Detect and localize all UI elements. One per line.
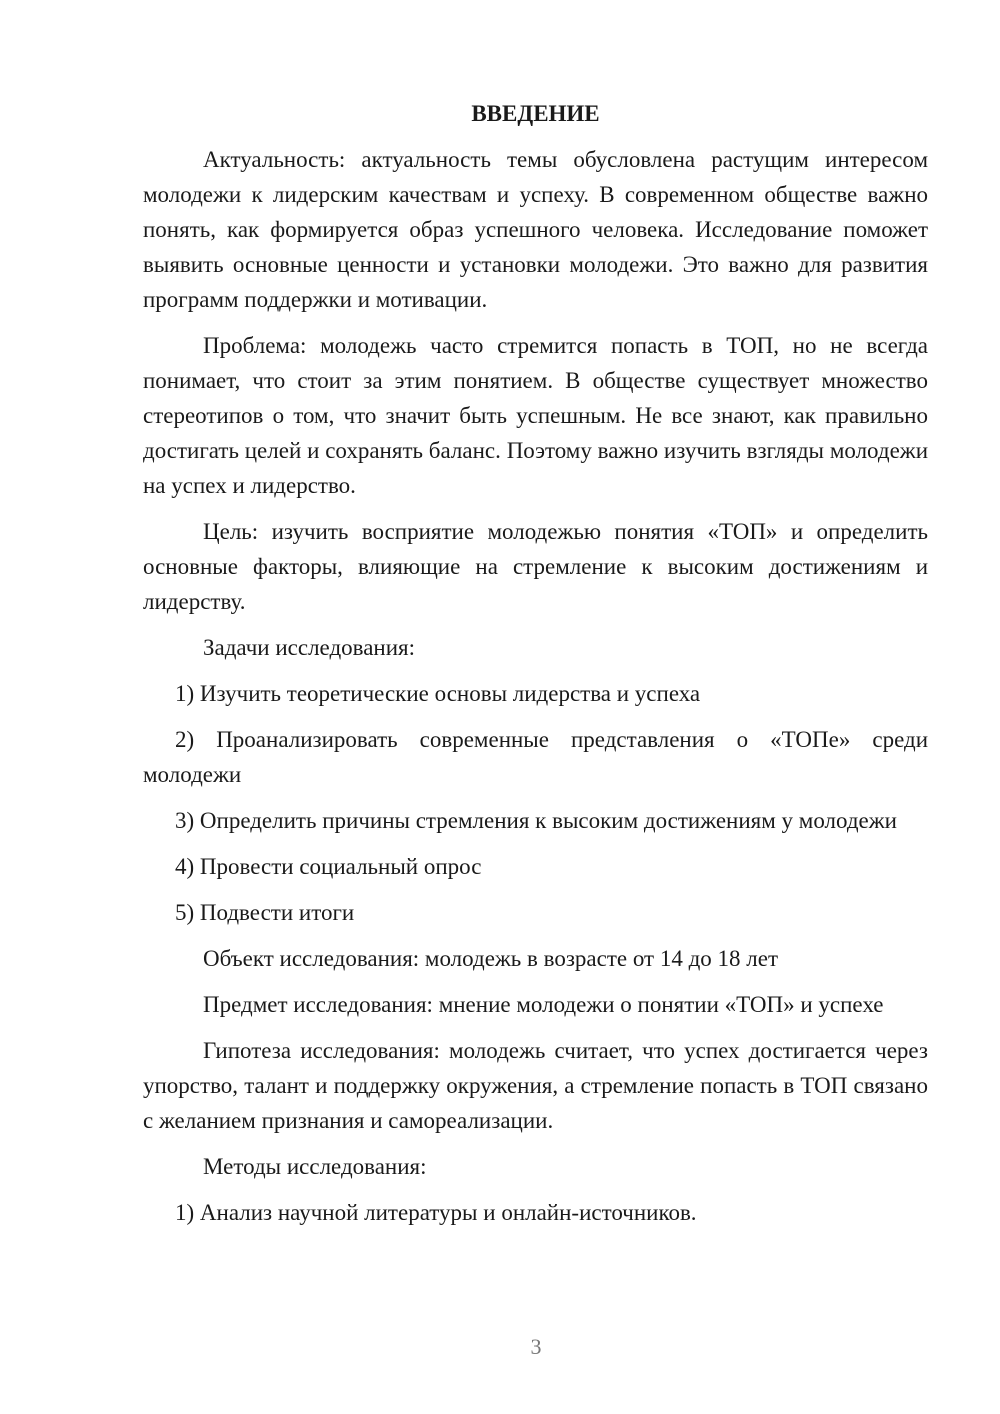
- research-subject: Предмет исследования: мнение молодежи о понятии «ТОП» и успехе: [203, 992, 884, 1017]
- task-item: 2) Проанализировать современные представления о «ТОПе» среди молодежи: [143, 727, 928, 787]
- problem-paragraph: Проблема: молодежь часто стремится попасть в ТОП, но не всегда понимает, что стоит за этим понятием. В обществе существует множество стереотипов о том, что значит быть успешным. Не все знают, как правильно достигать целей и сохранять баланс. Поэтому важно изучить взгляды молодежи на успех и лидерство.: [143, 333, 928, 498]
- research-hypothesis: Гипотеза исследования: молодежь считает, что успех достигается через упорство, талант и поддержку окружения, а стремление попасть в ТОП связано с желанием признания и самореализации.: [143, 1038, 928, 1133]
- task-item: 5) Подвести итоги: [175, 900, 355, 925]
- method-item: 1) Анализ научной литературы и онлайн-источников.: [175, 1200, 697, 1225]
- page-number: 3: [530, 1334, 542, 1359]
- document-body: [143, 96, 928, 1241]
- task-item: 4) Провести социальный опрос: [175, 854, 482, 879]
- research-object: Объект исследования: молодежь в возрасте от 14 до 18 лет: [203, 946, 779, 971]
- task-item: 1) Изучить теоретические основы лидерства и успеха: [175, 681, 701, 706]
- section-title: ВВЕДЕНИЕ: [471, 101, 600, 126]
- methods-heading: Методы исследования:: [203, 1154, 427, 1179]
- goal-paragraph: Цель: изучить восприятие молодежью понятия «ТОП» и определить основные факторы, влияющие на стремление к высоким достижениям и лидерству.: [143, 519, 928, 614]
- relevance-paragraph: Актуальность: актуальность темы обусловлена растущим интересом молодежи к лидерским качествам и успеху. В современном обществе важно понять, как формируется образ успешного человека. Исследование поможет выявить основные ценности и установки молодежи. Это важно для развития программ поддержки и мотивации.: [143, 147, 928, 312]
- task-item: 3) Определить причины стремления к высоким достижениям у молодежи: [175, 808, 897, 833]
- tasks-heading: Задачи исследования:: [203, 635, 416, 660]
